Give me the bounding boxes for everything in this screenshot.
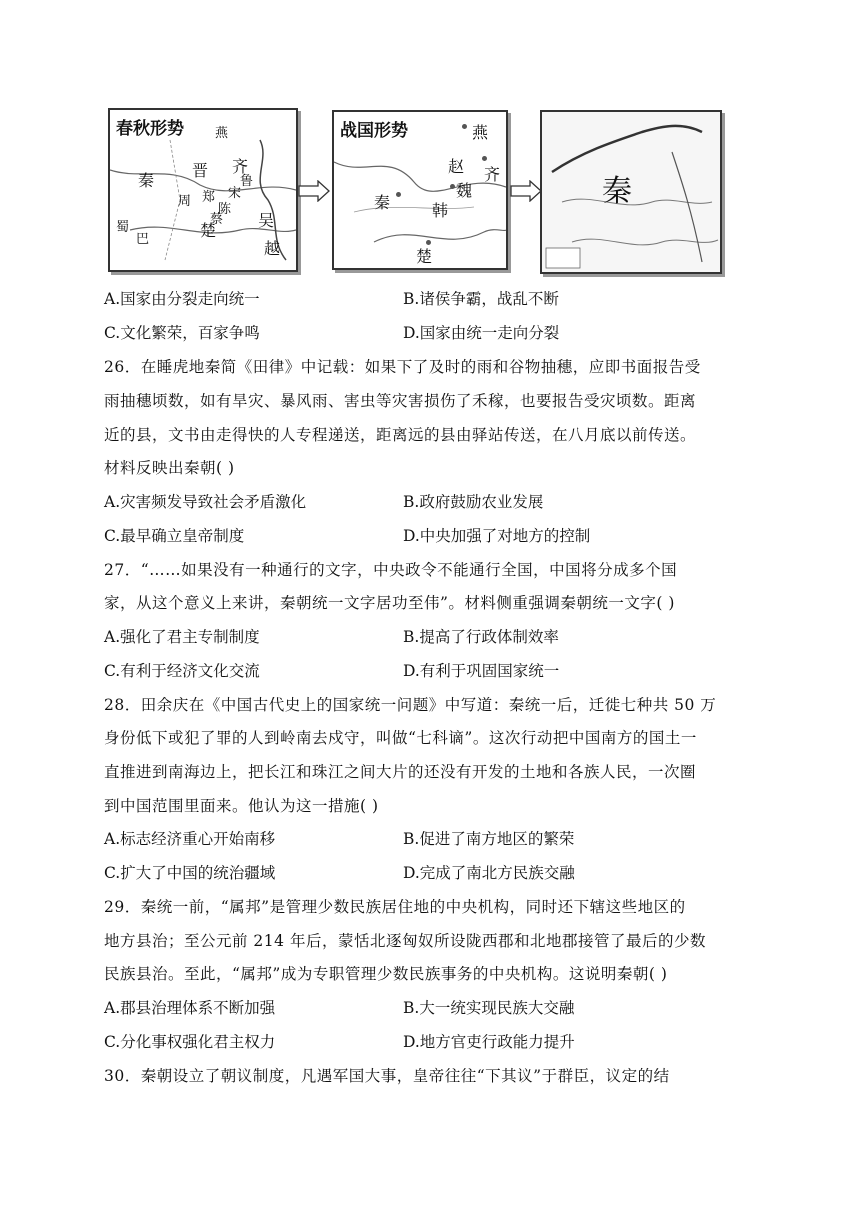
map1-label-lu: 鲁 (240, 174, 254, 189)
map1-label-wu: 吴 (258, 211, 275, 230)
q25-option-d[interactable]: D.国家由统一走向分裂 (403, 324, 560, 342)
map1-label-zheng: 郑 (202, 190, 216, 205)
q25-option-c[interactable]: C.文化繁荣，百家争鸣 (104, 324, 260, 342)
q26-stem-line-2: 雨抽穗顷数，如有旱灾、暴风雨、害虫等灾害损伤了禾稼，也要报告受灾顷数。距离 (104, 392, 697, 410)
map1-label-qin: 秦 (138, 171, 155, 190)
q25-option-b[interactable]: B.诸侯争霸，战乱不断 (403, 290, 559, 308)
q26-stem-line-3: 近的县，文书由走得快的人专程递送，距离远的县由驿站传送，在八月底以前传送。 (104, 426, 697, 444)
q28-option-a[interactable]: A.标志经济重心开始南移 (104, 830, 276, 848)
qin-dot (396, 192, 401, 197)
q29-option-d[interactable]: D.地方官吏行政能力提升 (403, 1033, 575, 1051)
map2-label-qin: 秦 (374, 193, 391, 212)
map2-label-qi: 齐 (484, 165, 501, 184)
q26-option-a[interactable]: A.灾害频发导致社会矛盾激化 (104, 493, 307, 511)
q27-stem-line-1: 27．“……如果没有一种通行的文字，中央政令不能通行全国，中国将分成多个国 (104, 561, 678, 579)
qin-unification-map (540, 110, 722, 274)
warring-states-map (332, 110, 508, 270)
q27-option-a[interactable]: A.强化了君主专制制度 (104, 628, 260, 646)
q25-option-a[interactable]: A.国家由分裂走向统一 (104, 290, 260, 308)
q28-stem-line-3: 直推进到南海边上，把长江和珠江之间大片的还没有开发的土地和各族人民，一次圈 (104, 763, 697, 781)
q28-stem-line-1: 28．田余庆在《中国古代史上的国家统一问题》中写道：秦统一后，迁徙七种共 50 万 (104, 696, 717, 714)
map1-label-jin: 晋 (192, 161, 209, 180)
map1-label-yue: 越 (264, 239, 281, 258)
q27-stem-line-2: 家，从这个意义上来讲，秦朝统一文字居功至伟”。材料侧重强调秦朝统一文字( ) (104, 594, 675, 612)
q26-option-c[interactable]: C.最早确立皇帝制度 (104, 527, 245, 545)
q29-option-a[interactable]: A.郡县治理体系不断加强 (104, 999, 276, 1017)
qi-dot (482, 156, 487, 161)
map1-label-song: 宋 (228, 186, 242, 201)
map2-label-wei: 魏 (456, 181, 473, 200)
map1-label-qi: 齐 (232, 157, 249, 176)
q26-option-d[interactable]: D.中央加强了对地方的控制 (403, 527, 591, 545)
spring-autumn-map (108, 108, 298, 272)
map1-label-chen: 陈 (218, 202, 232, 217)
map1-label-chu: 楚 (200, 221, 217, 240)
q28-option-b[interactable]: B.促进了南方地区的繁荣 (403, 830, 575, 848)
q30-stem-line-1: 30．秦朝设立了朝议制度，凡遇军国大事，皇帝往往“下其议”于群臣，议定的结 (104, 1067, 670, 1085)
map1-title: 春秋形势 (116, 119, 184, 139)
map2-title: 战国形势 (340, 121, 408, 141)
q29-option-b[interactable]: B.大一统实现民族大交融 (403, 999, 575, 1017)
yan-dot (462, 124, 467, 129)
map1-label-shu: 蜀 (116, 220, 130, 235)
map1-label-ba: 巴 (136, 232, 150, 247)
q29-stem-line-3: 民族县治。至此，“属邦”成为专职管理少数民族事务的中央机构。这说明秦朝( ) (104, 965, 668, 983)
map-figure (108, 108, 768, 274)
q26-option-b[interactable]: B.政府鼓励农业发展 (403, 493, 544, 511)
q28-option-c[interactable]: C.扩大了中国的统治疆域 (104, 864, 276, 882)
q27-option-d[interactable]: D.有利于巩固国家统一 (403, 662, 560, 680)
q28-option-d[interactable]: D.完成了南北方民族交融 (403, 864, 575, 882)
map1-label-zhou: 周 (178, 194, 192, 209)
map2-label-yan: 燕 (472, 123, 489, 142)
q27-option-b[interactable]: B.提高了行政体制效率 (403, 628, 559, 646)
q29-stem-line-1: 29．秦统一前，“属邦”是管理少数民族居住地的中央机构，同时还下辖这些地区的 (104, 898, 686, 916)
q28-stem-line-4: 到中国范围里面来。他认为这一措施( ) (104, 797, 379, 815)
map1-label-cai: 蔡 (210, 212, 224, 227)
map3-label-qin: 秦 (602, 174, 632, 209)
right-arrow-icon (298, 180, 330, 202)
q26-stem-line-4: 材料反映出秦朝( ) (104, 459, 235, 477)
wei-dot (450, 184, 455, 189)
q29-stem-line-2: 地方县治；至公元前 214 年后，蒙恬北逐匈奴所设陇西郡和北地郡接管了最后的少数 (104, 932, 706, 950)
map1-label-yan: 燕 (215, 126, 229, 141)
map2-label-chu: 楚 (416, 247, 433, 266)
map2-label-han: 韩 (432, 201, 449, 220)
q29-option-c[interactable]: C.分化事权强化君主权力 (104, 1033, 276, 1051)
map2-label-zhao: 赵 (448, 157, 465, 176)
q26-stem-line-1: 26．在睡虎地秦简《田律》中记载：如果下了及时的雨和谷物抽穗，应即书面报告受 (104, 358, 701, 376)
q27-option-c[interactable]: C.有利于经济文化交流 (104, 662, 260, 680)
right-arrow-icon-2 (510, 180, 542, 202)
q28-stem-line-2: 身份低下或犯了罪的人到岭南去戍守，叫做“七科谪”。这次行动把中国南方的国土一 (104, 729, 697, 747)
